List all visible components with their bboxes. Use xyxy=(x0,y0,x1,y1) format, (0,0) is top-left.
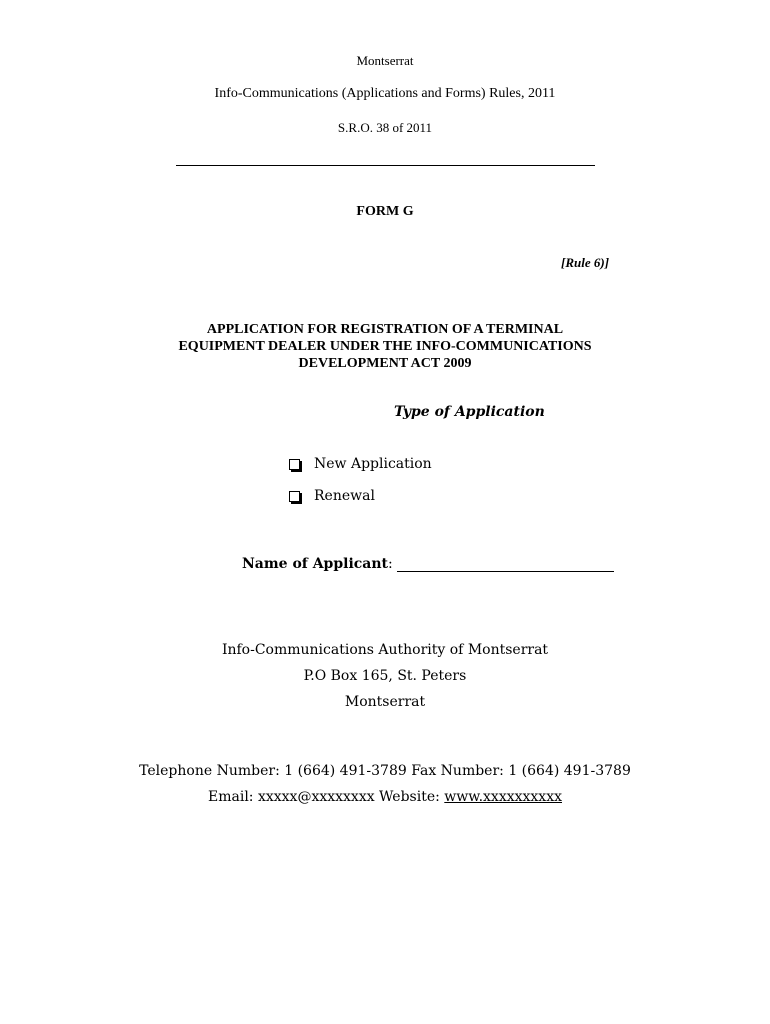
application-title-line: EQUIPMENT DEALER UNDER THE INFO-COMMUNICATIONS xyxy=(178,339,592,354)
header-divider xyxy=(176,165,595,166)
option-label: Renewal xyxy=(314,488,375,504)
authority-name: Info-Communications Authority of Montserrat xyxy=(221,642,549,658)
rule-reference: [Rule 6)] xyxy=(561,255,610,270)
option-new-application[interactable] xyxy=(289,456,432,472)
checkbox-icon[interactable] xyxy=(289,459,300,470)
application-title-line: APPLICATION FOR REGISTRATION OF A TERMINAL xyxy=(206,322,564,337)
authority-country: Montserrat xyxy=(344,694,426,710)
sro-number: S.R.O. 38 of 2011 xyxy=(337,120,433,135)
checkbox-icon[interactable] xyxy=(289,491,300,502)
type-of-application-label: Type of Application xyxy=(394,404,545,420)
option-label: New Application xyxy=(314,456,432,472)
form-title: FORM G xyxy=(356,204,414,219)
rules-title: Info-Communications (Applications and Forms) Rules, 2011 xyxy=(214,86,556,101)
application-title-line: DEVELOPMENT ACT 2009 xyxy=(298,356,472,371)
phone-fax-line: Telephone Number: 1 (664) 491-3789 Fax Number: 1 (664) 491-3789 xyxy=(139,763,631,779)
option-renewal[interactable] xyxy=(289,488,375,504)
name-of-applicant-label: Name of Applicant xyxy=(242,556,389,572)
website-link[interactable]: www.xxxxxxxxxx xyxy=(444,789,562,805)
application-title xyxy=(0,321,770,372)
name-colon: : xyxy=(388,556,393,572)
email-text: Email: xxxxx@xxxxxxxx Website: xyxy=(208,789,445,805)
email-website-line xyxy=(0,789,770,805)
authority-address: P.O Box 165, St. Peters xyxy=(303,668,467,684)
header-country: Montserrat xyxy=(356,53,414,68)
name-of-applicant-field[interactable] xyxy=(397,557,614,572)
name-of-applicant-row xyxy=(242,556,614,572)
